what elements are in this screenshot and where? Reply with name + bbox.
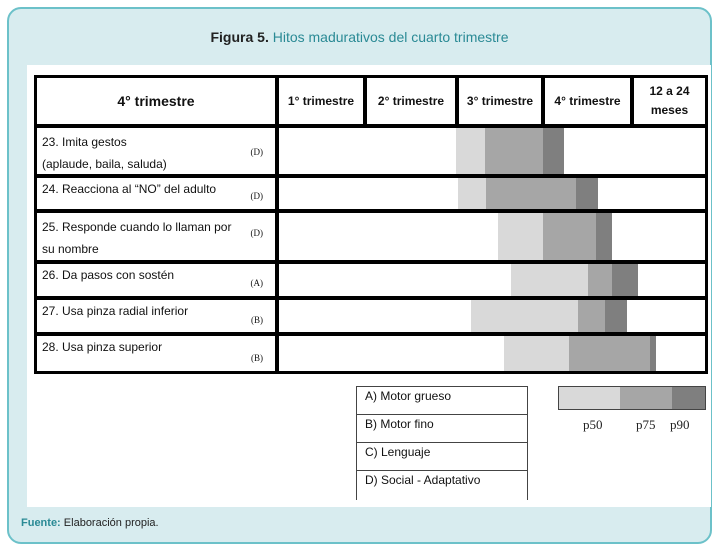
scale-label-p90: p90 — [670, 417, 690, 432]
bar-p75 — [578, 300, 605, 332]
source-text: Elaboración propia. — [63, 517, 159, 529]
figure-label: Figura 5. — [210, 29, 269, 45]
row-label-text-2: su nombre — [42, 242, 99, 256]
bar-p90 — [605, 300, 627, 332]
timeline-cell-26 — [279, 264, 705, 296]
timeline-cell-23 — [279, 128, 705, 174]
bar-p75 — [543, 213, 596, 260]
figure-panel — [27, 65, 711, 507]
header-quarter-3: 3° trimestre — [459, 78, 541, 124]
row-label-text-2: (aplaude, baila, saluda) — [42, 157, 167, 171]
legend-item: C) Lenguaje — [357, 443, 527, 471]
row-label-24 — [37, 178, 275, 209]
row-label-23 — [37, 128, 275, 174]
legend-item: B) Motor fino — [357, 415, 527, 443]
scale-p50-swatch — [559, 387, 620, 409]
header-12-24-months: 12 a 24 meses — [634, 78, 705, 124]
scale-p90-swatch — [672, 387, 705, 409]
source-note — [21, 517, 159, 529]
header-fourth-quarter: 4° trimestre — [37, 78, 275, 124]
bar-p50 — [498, 213, 543, 260]
domain-code: (B) — [251, 353, 263, 363]
legend-item: D) Social - Adaptativo — [365, 473, 481, 487]
header-quarter-2: 2° trimestre — [367, 78, 455, 124]
timeline-cell-24 — [279, 178, 705, 209]
domain-code: (D) — [250, 147, 263, 157]
bar-p75 — [588, 264, 612, 296]
domain-code: (D) — [250, 228, 263, 238]
bar-p90 — [543, 128, 564, 174]
bar-p90 — [576, 178, 598, 209]
scale-label-p75: p75 — [636, 417, 656, 432]
bar-p50 — [504, 336, 569, 371]
bar-p75 — [485, 128, 543, 174]
bar-p90 — [596, 213, 612, 260]
row-label-text: 28. Usa pinza superior — [42, 340, 163, 354]
domain-code: (B) — [251, 315, 263, 325]
bar-p50 — [458, 178, 486, 209]
bar-p75 — [569, 336, 650, 371]
scale-p75-swatch — [620, 387, 672, 409]
figure-caption — [9, 29, 710, 45]
row-label-25 — [37, 213, 275, 260]
legend-item: A) Motor grueso — [357, 387, 527, 415]
timeline-cell-27 — [279, 300, 705, 332]
bar-p50 — [511, 264, 588, 296]
bar-p50 — [456, 128, 485, 174]
bar-p90 — [650, 336, 656, 371]
header-quarter-4: 4° trimestre — [545, 78, 630, 124]
milestones-table — [34, 75, 708, 374]
row-label-text: 25. Responde cuando lo llaman por — [42, 220, 232, 234]
percentile-scale — [558, 386, 706, 410]
row-label-27 — [37, 300, 275, 332]
header-quarter-1: 1° trimestre — [279, 78, 363, 124]
scale-label-p50: p50 — [583, 417, 603, 432]
bar-p75 — [486, 178, 576, 209]
timeline-cell-25 — [279, 213, 705, 260]
row-label-26 — [37, 264, 275, 296]
timeline-cell-28 — [279, 336, 705, 371]
row-label-text: 26. Da pasos con sostén — [42, 268, 175, 282]
domain-code: (A) — [250, 278, 263, 288]
source-label: Fuente: — [21, 517, 61, 529]
row-label-text: 23. Imita gestos — [42, 135, 127, 149]
row-label-text: 27. Usa pinza radial inferior — [42, 304, 189, 318]
figure-title: Hitos madurativos del cuarto trimestre — [272, 29, 509, 45]
bar-p90 — [612, 264, 638, 296]
domain-code: (D) — [250, 191, 263, 201]
figure-card — [7, 7, 712, 544]
domain-legend — [356, 386, 528, 500]
row-label-text: 24. Reacciona al “NO” del adulto — [42, 182, 217, 196]
row-label-28 — [37, 336, 275, 371]
bar-p50 — [471, 300, 578, 332]
